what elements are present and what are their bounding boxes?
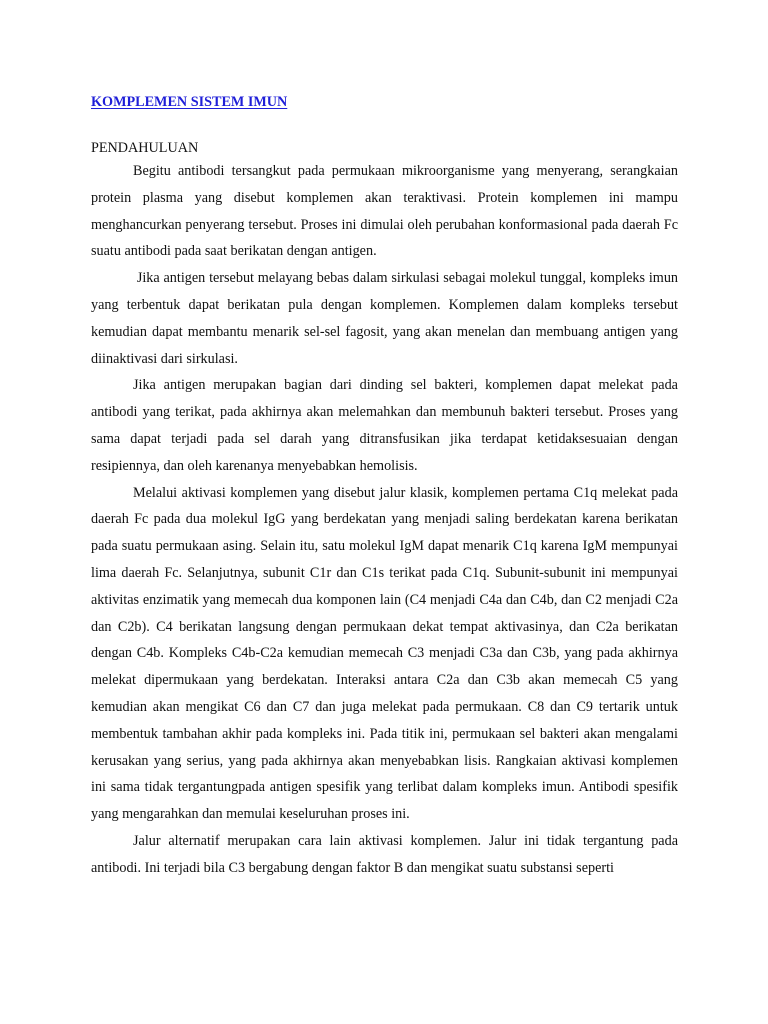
paragraph-3: Jika antigen merupakan bagian dari dinding sel bakteri, komplemen dapat melekat pada antibodi yang terikat, pada akhirnya akan melemahkan dan membunuh bakteri tersebut. Proses yang sama dapat terjadi pada sel darah yang ditransfusikan jika terdapat ketidaksesuaian dengan resipiennya, dan oleh karenanya menyebabkan hemolisis.	[91, 377, 678, 474]
paragraph-5: Jalur alternatif merupakan cara lain aktivasi komplemen. Jalur ini tidak tergantung pada antibodi. Ini terjadi bila C3 bergabung dengan faktor B dan mengikat suatu substansi seperti	[91, 832, 678, 876]
paragraph-4: Melalui aktivasi komplemen yang disebut jalur klasik, komplemen pertama C1q melekat pada daerah Fc pada dua molekul IgG yang berdekatan yang menjadi saling berdekatan karena berikatan pada suatu permukaan asing. Selain itu, satu molekul IgM dapat menarik C1q karena IgM mempunyai lima daerah Fc. Selanjutnya, subunit C1r dan C1s terikat pada C1q. Subunit-subunit ini mempunyai aktivitas enzimatik yang memecah dua komponen lain (C4 menjadi C4a dan C4b, dan C2 menjadi C2a dan C2b). C4 berikatan langsung dengan permukaan dekat tempat aktivasinya, dan C2a berikatan dengan C4b. Kompleks C4b-C2a kemudian memecah C3 menjadi C3a dan C3b, yang pada akhirnya melekat dipermukaan yang berdekatan. Interaksi antara C2a dan C3b akan memecah C5 yang kemudian akan mengikat C6 dan C7 dan juga melekat pada permukaan. C8 dan C9 tertarik untuk membentuk tambahan akhir pada kompleks ini. Pada titik ini, permukaan sel bakteri akan mengalami kerusakan yang serius, yang pada akhirnya akan menyebabkan lisis. Rangkaian aktivasi komplemen ini sama tidak tergantungpada antigen spesifik yang terlibat dalam kompleks imun. Antibodi spesifik yang mengarahkan dan memulai keseluruhan proses ini.	[91, 484, 678, 823]
section-heading: PENDAHULUAN	[91, 140, 199, 156]
document-page	[91, 93, 682, 882]
paragraph-2: Jika antigen tersebut melayang bebas dalam sirkulasi sebagai molekul tunggal, kompleks imun yang terbentuk dapat berikatan pula dengan komplemen. Komplemen dalam kompleks tersebut kemudian dapat membantu menarik sel-sel fagosit, yang akan menelan dan membuang antigen yang diinaktivasi dari sirkulasi.	[91, 270, 682, 367]
document-title[interactable]: KOMPLEMEN SISTEM IMUN	[91, 94, 288, 110]
paragraph-1: Begitu antibodi tersangkut pada permukaan mikroorganisme yang menyerang, serangkaian protein plasma yang disebut komplemen akan teraktivasi. Protein komplemen ini mampu menghancurkan penyerang tersebut. Proses ini dimulai oleh perubahan konformasional pada daerah Fc suatu antibodi pada saat berikatan dengan antigen.	[91, 163, 678, 260]
